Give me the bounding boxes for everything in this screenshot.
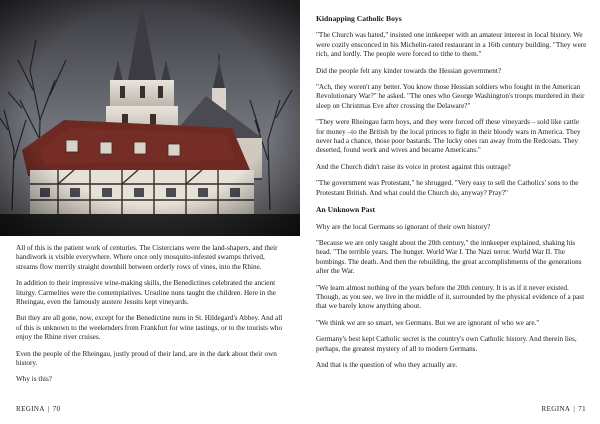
folio-magazine-name: REGINA bbox=[541, 405, 571, 413]
church-photo-illustration bbox=[0, 0, 300, 236]
left-page-folio bbox=[16, 405, 60, 413]
right-paragraph: "We think we are so smart, we Germans. But we are ignorant of who we are." bbox=[316, 318, 540, 327]
section-heading: An Unknown Past bbox=[316, 205, 376, 215]
left-paragraph: In addition to their impressive wine-making skills, the Benedictines celebrated the ancient liturgy. Carmelites were the contemplatives. Ursuline nuns taught the children. Here in the Rheingau, even the famously austere Jesuits kept vineyards. bbox=[16, 279, 276, 307]
right-paragraph: "They were Rheingau farm boys, and they were forced off these vineyards – sold like cattle for money –to the British by the local princes to fight in their bloody wars in America. They never had a chance, those poor bastards. The lucky ones ran away from the Redcoats. They deserted, found work and wives and became Americans." bbox=[316, 118, 581, 155]
right-paragraph: "The government was Protestant," he shrugged. "Very easy to sell the Catholics' sons to the Protestant British. And what could the Church do, anyway? Pray?" bbox=[316, 179, 579, 197]
folio-separator: | bbox=[47, 405, 50, 413]
right-paragraph: "Ach, they weren't any better. You know those Hessian soldiers who fought in the American Revolutionary War?" he asked. "The ones who George Washington's troops murdered in their sleep on Christmas Eve after crossing the Delaware?" bbox=[316, 83, 585, 110]
left-paragraph: Even the people of the Rheingau, justly proud of their land, are in the dark about their own history. bbox=[16, 349, 277, 368]
right-paragraph: "Because we are only taught about the 20th century," the innkeeper explained, shaking his head. "The terrible years. The hunger. World War I. The Nazi terror. World War II. The bombings. The death. And then the rebuilding, the great accomplishments of the generations after the War. bbox=[316, 238, 582, 276]
folio-separator: | bbox=[573, 405, 576, 413]
folio-page-number: 71 bbox=[578, 405, 586, 413]
left-paragraph: Why is this? bbox=[16, 375, 52, 384]
right-page-text bbox=[316, 14, 588, 377]
right-paragraph: Why are the local Germans so ignorant of their own history? bbox=[316, 222, 491, 231]
right-paragraph: And that is the question of who they actually are. bbox=[316, 360, 458, 369]
right-paragraph: Germany's best kept Catholic secret is the country's own Catholic history. And therein lies, perhaps, the greatest mystery of all to modern Germans. bbox=[316, 335, 577, 353]
folio-magazine-name: REGINA bbox=[16, 405, 45, 413]
right-page-folio bbox=[542, 405, 586, 413]
right-paragraph: "The Church was hated," insisted one innkeeper with an amateur interest in local history. We were cozily ensconced in his Michelin-rated restaurant in a 16th century building. "They were rich, and lordly. The people were forced to tithe to them." bbox=[316, 31, 587, 59]
folio-page-number: 70 bbox=[52, 405, 61, 413]
right-paragraph: Did the people felt any kinder towards the Hessian government? bbox=[316, 66, 502, 75]
right-paragraph: "We learn almost nothing of the years before the 20th century. It is as if it never existed. Though, as you see, we live in the middle of it, surrounded by the physical evidence of a past that we barely know anything about. bbox=[316, 283, 585, 311]
section-heading: Kidnapping Catholic Boys bbox=[316, 14, 402, 23]
left-paragraph: But they are all gone, now, except for the Benedictine nuns in St. Hildegard's Abbey. And all of this is unknown to the weekenders from Frankfurt for wine tastings, or to the tourists who enjoy the Rhine river cruises. bbox=[16, 314, 283, 342]
left-page-text bbox=[16, 244, 286, 392]
church-photo bbox=[0, 0, 300, 236]
left-paragraph: All of this is the patient work of centuries. The Cistercians were the land-shapers, and their handiwork is visible everywhere. Where once only mosquito-infested swamps thrived, streams flow merrily straight downhill between orderly rows of vines, into the Rhine. bbox=[16, 244, 278, 271]
right-paragraph: And the Church didn't raise its voice in protest against this outrage? bbox=[316, 162, 511, 171]
